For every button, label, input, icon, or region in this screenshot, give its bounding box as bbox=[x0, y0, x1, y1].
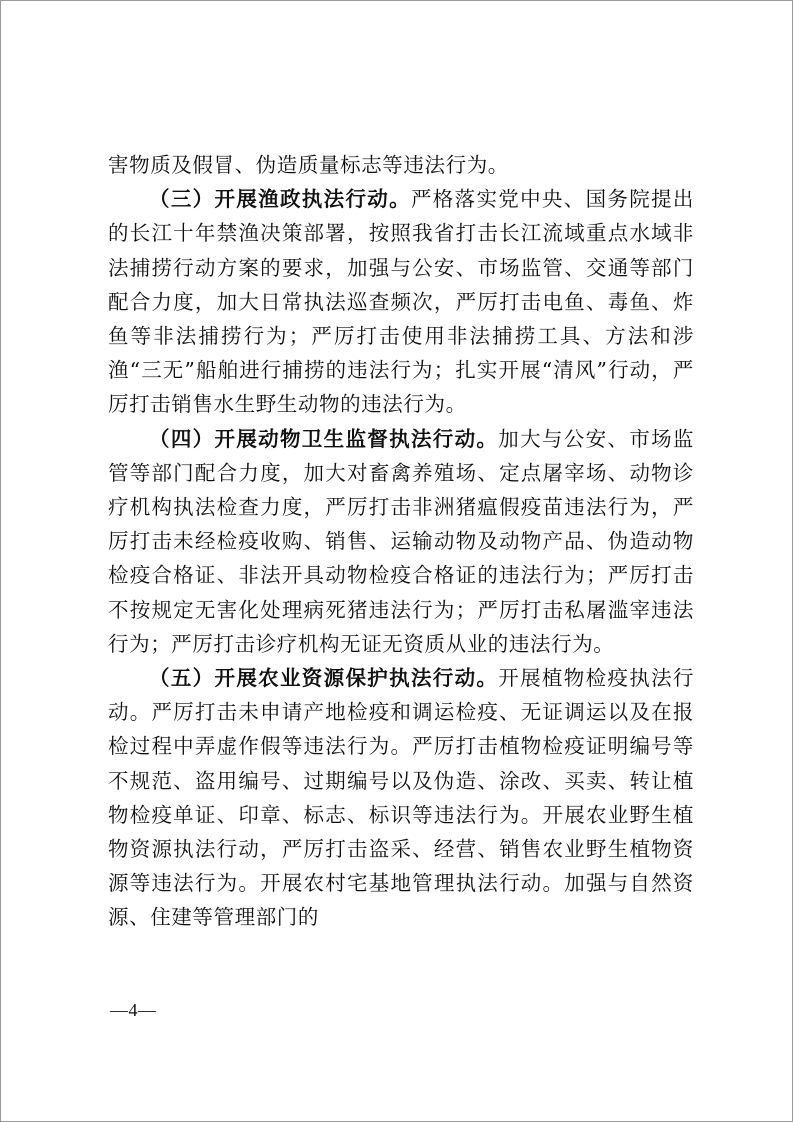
paragraph-text: 开展植物检疫执法行动。严厉打击未申请产地检疫和调运检疫、无证调运以及在报检过程中弄虚作假等违法行为。严厉打击植物检疫证明编号等不规范、盗用编号、过期编号以及伪造、涂改、买卖、转让植物检疫单证、印章、标志、标识等违法行为。开展农业野生植物资源执法行动，严厉打击盗采、经营、销售农业野生植物资源等违法行为。开展农村宅基地管理执法行动。加强与自然资源、住建等管理部门的 bbox=[108, 666, 694, 930]
page-number: —4— bbox=[110, 1000, 157, 1020]
paragraph-text: 加大与公安、市场监管等部门配合力度，加大对畜禽养殖场、定点屠宰场、动物诊疗机构执法检查力度，严厉打击非洲猪瘟假疫苗违法行为，严厉打击未经检疫收购、销售、运输动物及动物产品、伪造动物检疫合格证、非法开具动物检疫合格证的违法行为；严厉打击不按规定无害化处理病死猪违法行为；严厉打击私屠滥宰违法行为；严厉打击诊疗机构无证无资质从业的违法行为。 bbox=[108, 426, 694, 656]
document-body bbox=[108, 148, 694, 935]
paragraph-animal-health-enforcement bbox=[108, 422, 694, 661]
paragraph-heading: （三）开展渔政执法行动。 bbox=[149, 187, 411, 212]
paragraph-fishery-enforcement bbox=[108, 182, 694, 421]
paragraph-text: 害物质及假冒、伪造质量标志等违法行为。 bbox=[108, 153, 509, 177]
paragraph-agricultural-resource-enforcement bbox=[108, 661, 694, 935]
paragraph-heading: （四）开展动物卫生监督执法行动。 bbox=[149, 426, 499, 451]
paragraph-continuation bbox=[108, 148, 694, 182]
paragraph-heading: （五）开展农业资源保护执法行动。 bbox=[149, 666, 499, 691]
paragraph-text: 严格落实党中央、国务院提出的长江十年禁渔决策部署，按照我省打击长江流域重点水域非法捕捞行动方案的要求，加强与公安、市场监管、交通等部门配合力度，加大日常执法巡查频次，严厉打击电鱼、毒鱼、炸鱼等非法捕捞行为；严厉打击使用非法捕捞工具、方法和涉渔“三无”船舶进行捕捞的违法行为；扎实开展“清风”行动，严厉打击销售水生野生动物的违法行为。 bbox=[108, 187, 694, 417]
